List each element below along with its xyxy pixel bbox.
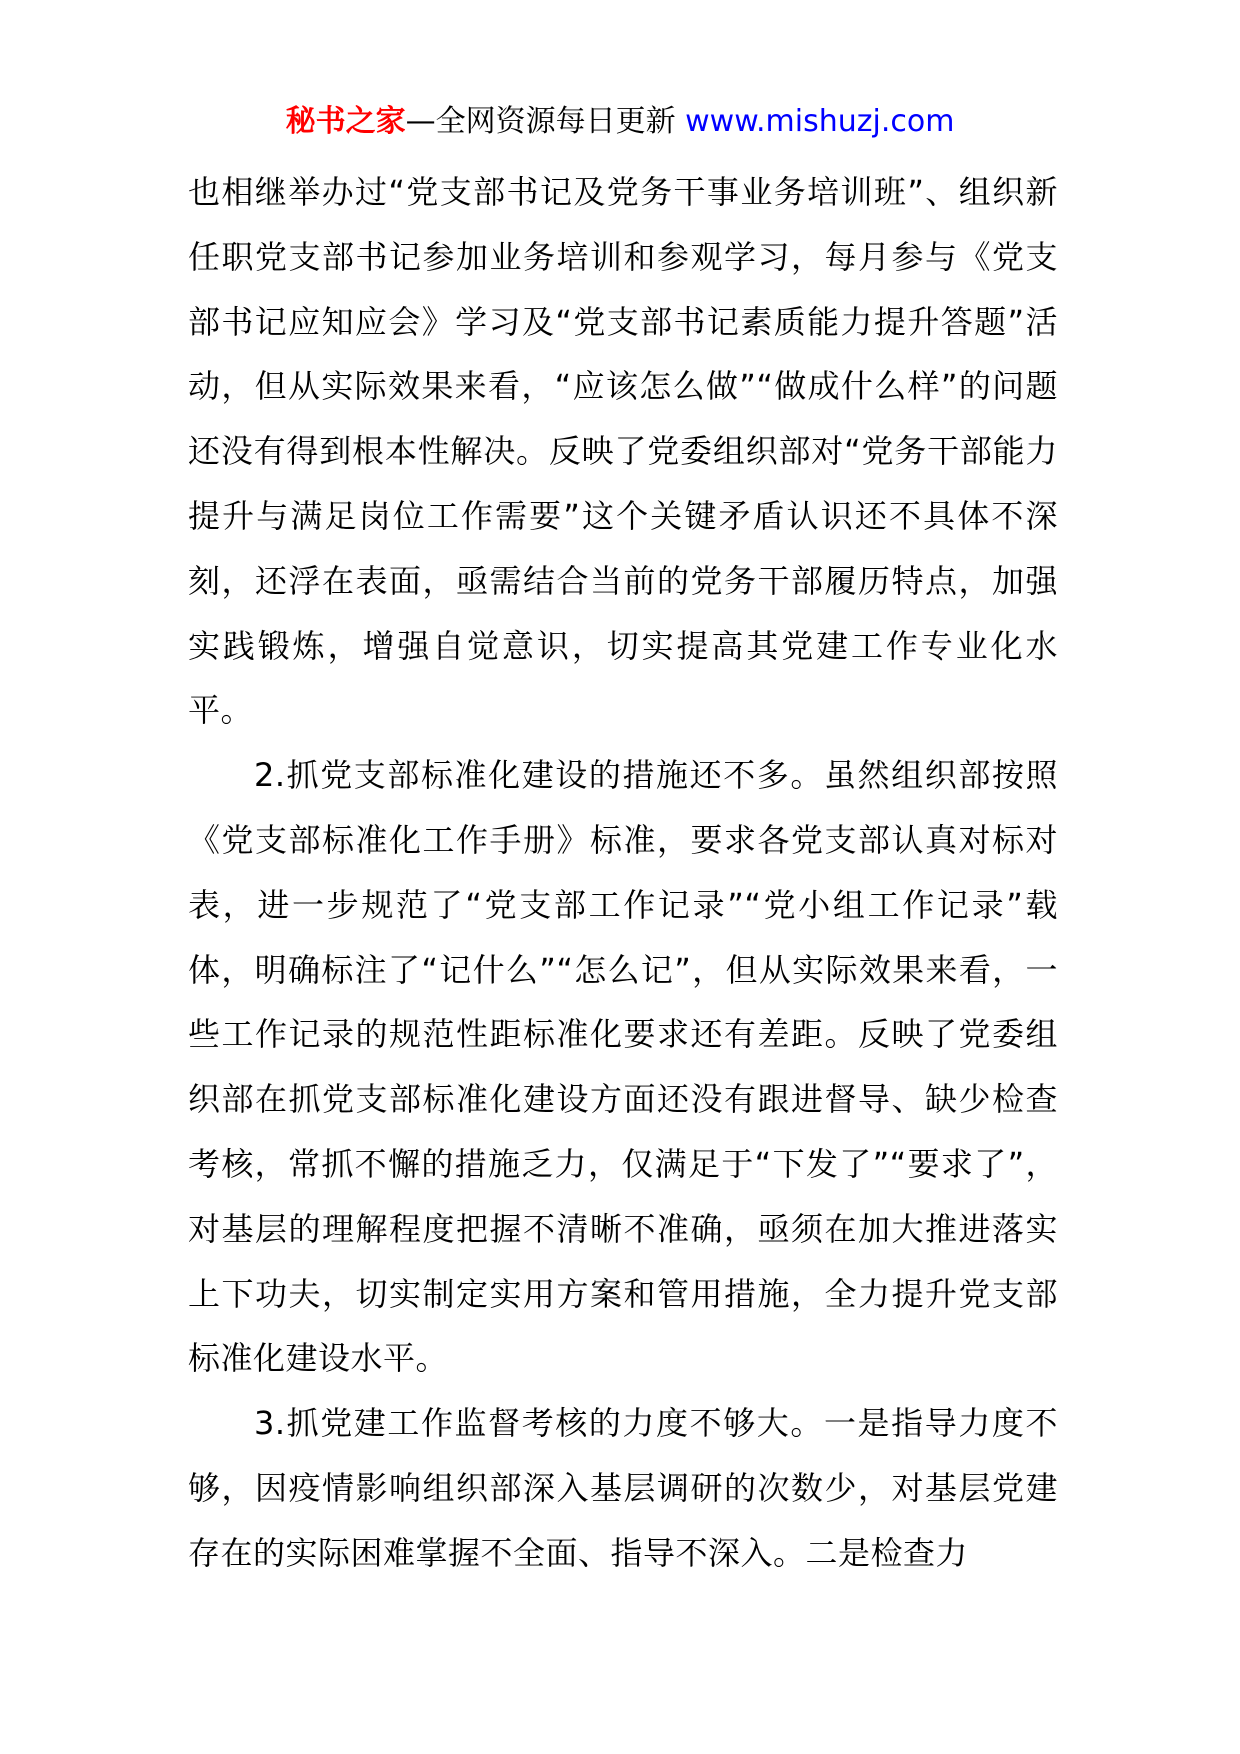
- header-brand: 秘书之家: [285, 104, 406, 139]
- paragraph-continuation: 也相继举办过“党支部书记及党务干事业务培训班”、组织新任职党支部书记参加业务培训和参观学习，每月参与《党支部书记应知应会》学习及“党支部书记素质能力提升答题”活动，但从实际效果来看，“应该怎么做”“做成什么样”的问题还没有得到根本性解决。反映了党委组织部对“党务干部能力提升与满足岗位工作需要”这个关键矛盾认识还不具体不深刻，还浮在表面，亟需结合当前的党务干部履历特点，加强实践锻炼，增强自觉意识，切实提高其党建工作专业化水平。: [188, 173, 1058, 730]
- header-tagline: —全网资源每日更新: [405, 104, 676, 139]
- document-body: [188, 160, 1058, 1586]
- header-url-link[interactable]: www.mishuzj.com: [685, 104, 955, 139]
- watermark-header: [0, 100, 1240, 144]
- paragraph-item-2: 2.抓党支部标准化建设的措施还不多。虽然组织部按照《党支部标准化工作手册》标准，要求各党支部认真对标对表，进一步规范了“党支部工作记录”“党小组工作记录”载体，明确标注了“记什么”“怎么记”，但从实际效果来看，一些工作记录的规范性距标准化要求还有差距。反映了党委组织部在抓党支部标准化建设方面还没有跟进督导、缺少检查考核，常抓不懈的措施乏力，仅满足于“下发了”“要求了”，对基层的理解程度把握不清晰不准确，亟须在加大推进落实上下功夫，切实制定实用方案和管用措施，全力提升党支部标准化建设水平。: [188, 756, 1058, 1378]
- paragraph-item-3: 3.抓党建工作监督考核的力度不够大。一是指导力度不够，因疫情影响组织部深入基层调研的次数少，对基层党建存在的实际困难掌握不全面、指导不深入。二是检查力: [188, 1404, 1058, 1572]
